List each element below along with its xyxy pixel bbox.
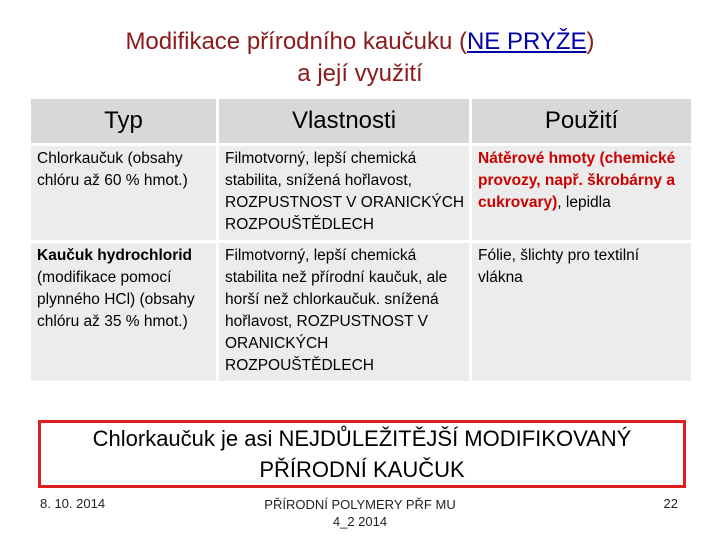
table-row [31,146,691,243]
cell-typ [31,243,219,384]
page-number: 22 [663,496,678,511]
header-pouziti: Použití [472,99,691,146]
footer-date: 8. 10. 2014 [40,496,106,511]
typ-bold: Kaučuk hydrochlorid [37,247,193,264]
typ-text: Chlorkaučuk (obsahy chlóru až 60 % hmot.) [37,150,188,189]
slide-title [0,26,720,90]
title-part1: Modifikace přírodního kaučuku ( [125,28,467,55]
title-line2: a její využití [297,60,423,87]
footer-center [220,496,500,530]
cell-vlastnosti: Filmotvorný, lepší chemická stabilita než přírodní kaučuk, ale horší než chlorkaučuk. snížená hořlavost, ROZPUSTNOST V ORANICKÝCH ROZPOUŠTĚDLECH [219,243,472,384]
footer-center-line1: PŘÍRODNÍ POLYMERY PŘF MU [264,497,456,512]
table-row [31,243,691,384]
table-header-row [31,99,691,146]
title-link-ne-pryze[interactable]: NE PRYŽE [466,28,587,55]
title-part2: ) [586,28,595,55]
pouziti-highlight: Nátěrové hmoty (chemické provozy, např. škrobárny a cukrovary) [478,150,676,211]
cell-pouziti: Fólie, šlichty pro textilní vlákna [472,243,691,384]
header-vlastnosti: Vlastnosti [219,99,472,146]
typ-rest: (modifikace pomocí plynného HCl) (obsahy chlóru až 35 % hmot.) [37,269,195,330]
pouziti-rest: , lepidla [557,194,611,211]
cell-pouziti [472,146,691,243]
modification-table [31,99,691,384]
footer-center-line2: 4_2 2014 [332,514,388,529]
cell-typ [31,146,219,243]
header-typ: Typ [31,99,219,146]
cell-vlastnosti: Filmotvorný, lepší chemická stabilita, snížená hořlavost, ROZPUSTNOST V ORANICKÝCH ROZPOUŠTĚDLECH [219,146,472,243]
conclusion-text: Chlorkaučuk je asi NEJDŮLEŽITĚJŠÍ MODIFIKOVANÝ PŘÍRODNÍ KAUČUK [92,426,632,482]
